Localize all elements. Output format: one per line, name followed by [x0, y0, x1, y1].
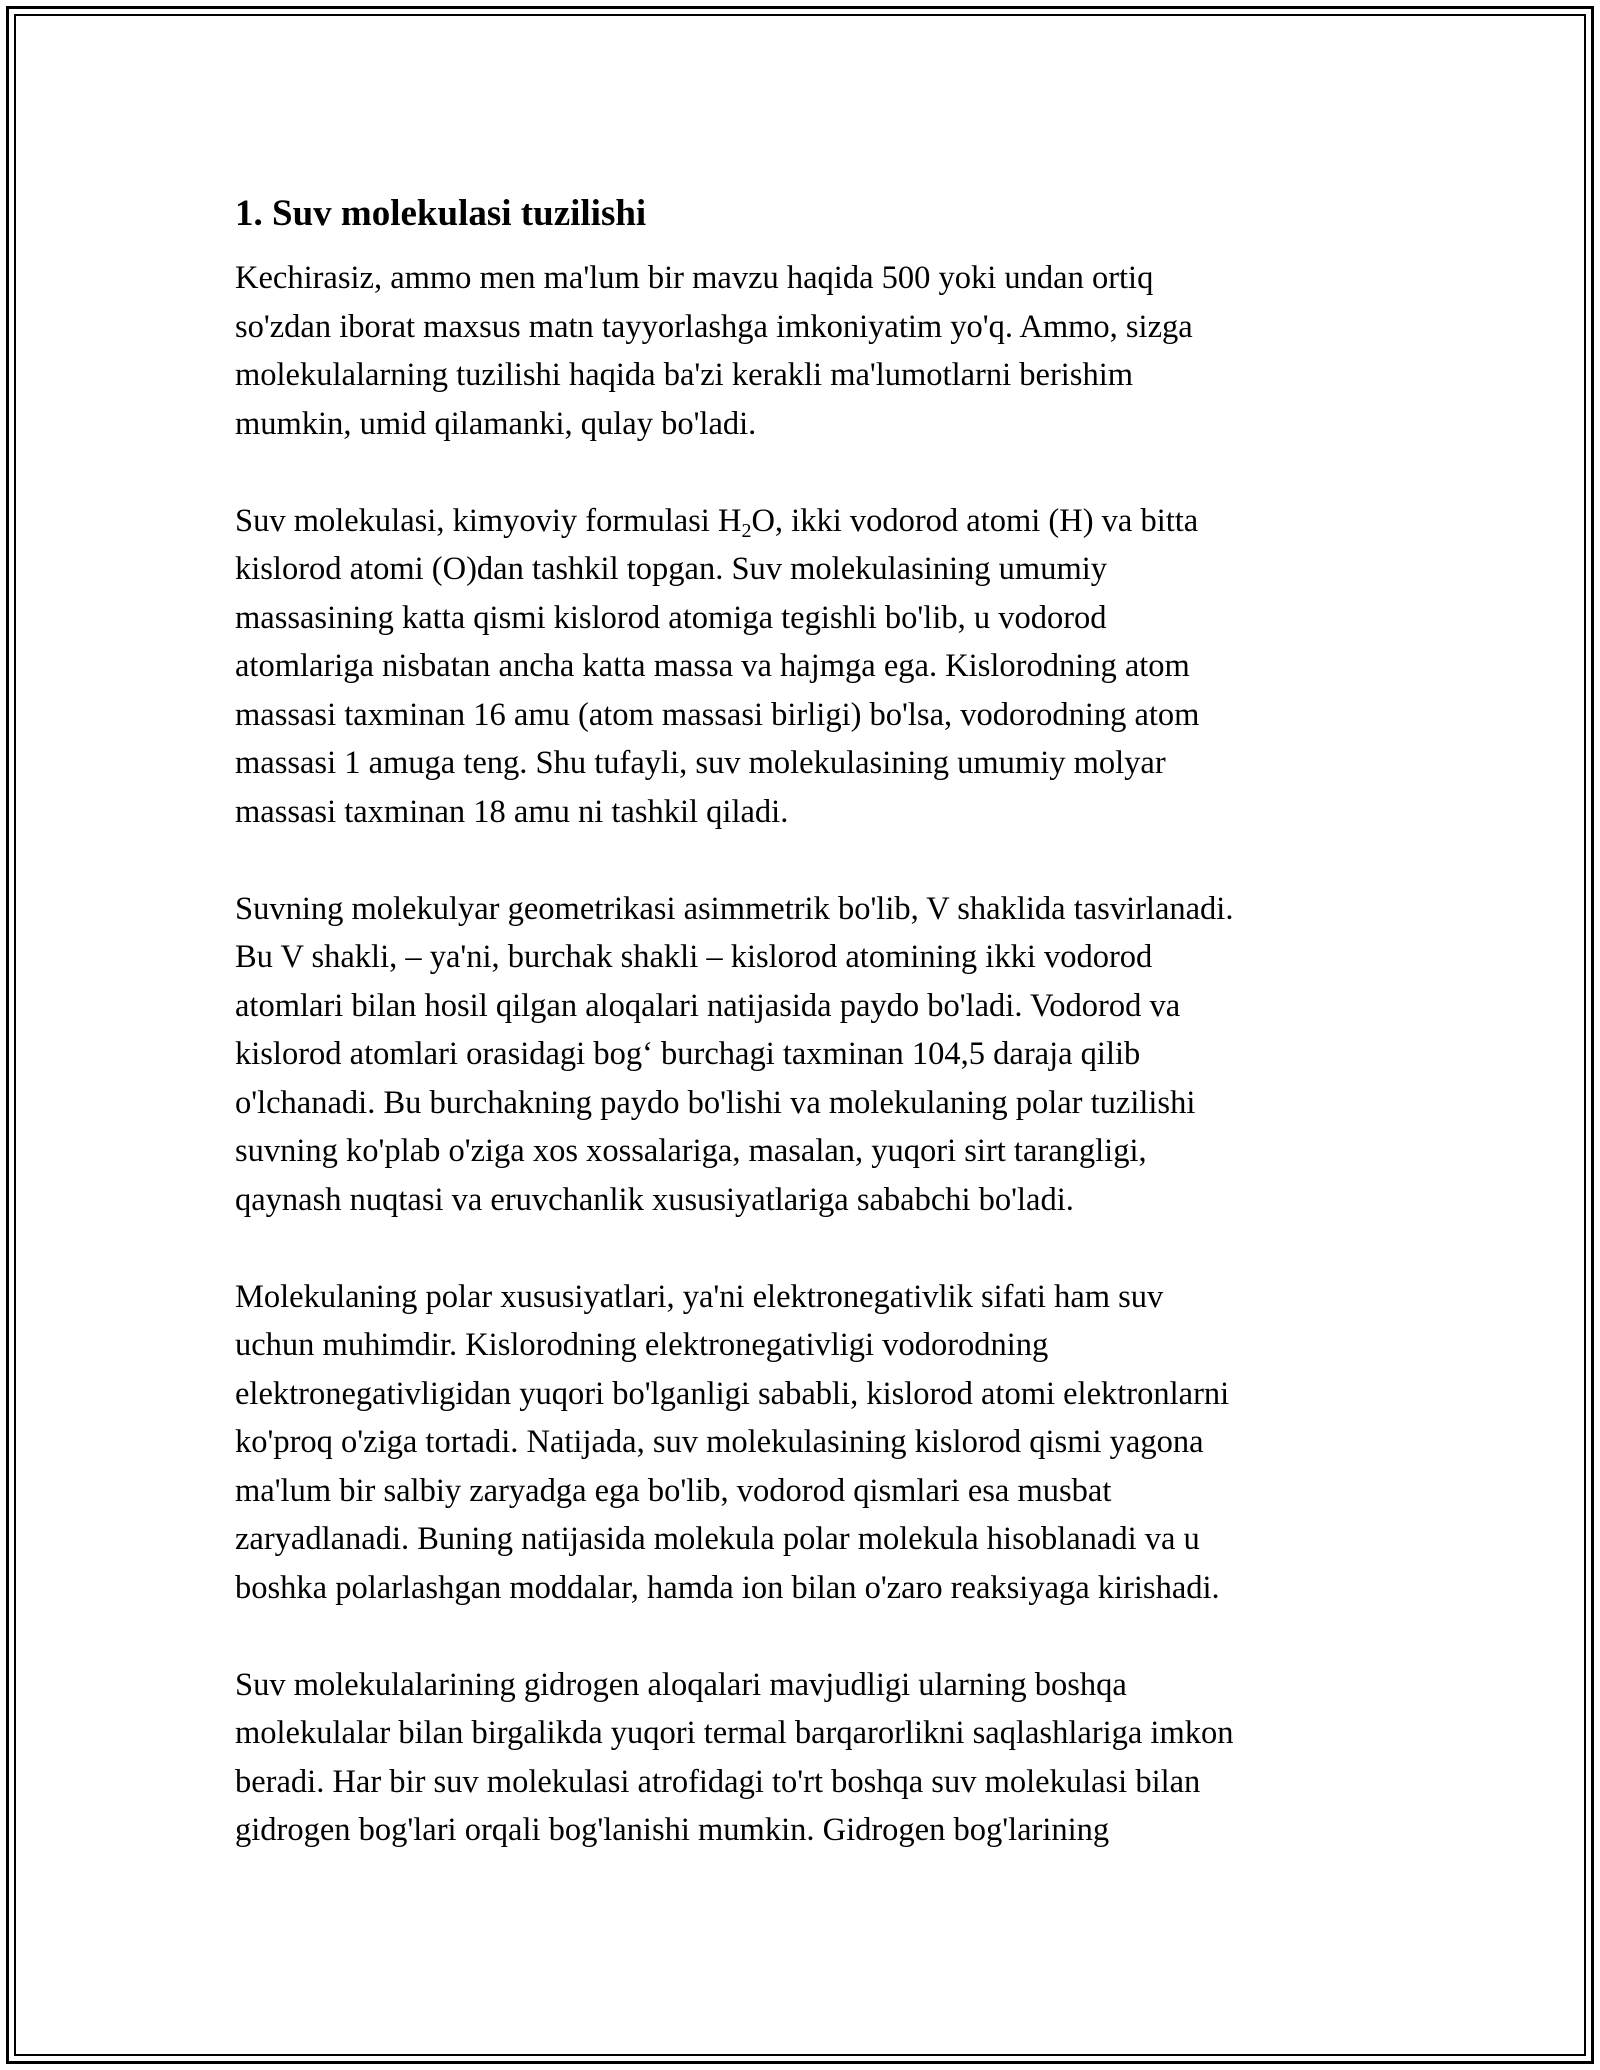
paragraph-line: boshka polarlashgan moddalar, hamda ion bilan o'zaro reaksiyaga kirishadi. — [235, 1569, 1220, 1606]
paragraph-line: Molekulaning polar xususiyatlari, ya'ni elektronegativlik sifati ham suv — [235, 1278, 1164, 1315]
paragraph-line: o'lchanadi. Bu burchakning paydo bo'lishi va molekulaning polar tuzilishi — [235, 1084, 1196, 1121]
paragraph-line: qaynash nuqtasi va eruvchanlik xususiyatlariga sababchi bo'ladi. — [235, 1181, 1074, 1218]
paragraph-3 — [235, 885, 1385, 1225]
paragraph-2 — [235, 497, 1385, 837]
section-heading: 1. Suv molekulasi tuzilishi — [235, 193, 647, 234]
formula-subscript: 2 — [741, 519, 752, 542]
paragraph-line: ma'lum bir salbiy zaryadga ega bo'lib, vodorod qismlari esa musbat — [235, 1472, 1112, 1509]
paragraph-line: massasi 1 amuga teng. Shu tufayli, suv molekulasining umumiy molyar — [235, 745, 1166, 781]
formula-text-after: O, ikki vodorod atomi (H) va bitta — [751, 502, 1199, 539]
paragraph-line: elektronegativligidan yuqori bo'lganligi sababli, kislorod atomi elektronlarni — [235, 1375, 1230, 1412]
paragraph-line: so'zdan iborat maxsus matn tayyorlashga imkoniyatim yo'q. Ammo, sizga — [235, 308, 1193, 345]
paragraph-line: suvning ko'plab o'ziga xos xossalariga, masalan, yuqori sirt tarangligi, — [235, 1133, 1147, 1169]
paragraph-line: molekulalarning tuzilishi haqida ba'zi kerakli ma'lumotlarni berishim — [235, 357, 1134, 393]
paragraph-line-with-formula — [235, 497, 1385, 546]
paragraph-5 — [235, 1661, 1385, 1855]
paragraph-line: kislorod atomi (O)dan tashkil topgan. Suv molekulasining umumiy — [235, 551, 1108, 587]
paragraph-line: kislorod atomlari orasidagi bog‘ burchagi taxminan 104,5 daraja qilib — [235, 1036, 1141, 1072]
paragraph-line: zaryadlanadi. Buning natijasida molekula polar molekula hisoblanadi va u — [235, 1521, 1200, 1557]
paragraph-line: beradi. Har bir suv molekulasi atrofidagi to'rt boshqa suv molekulasi bilan — [235, 1763, 1201, 1800]
document-body — [235, 188, 1385, 1903]
paragraph-line: mumkin, umid qilamanki, qulay bo'ladi. — [235, 405, 757, 442]
paragraph-line: atomlariga nisbatan ancha katta massa va hajmga ega. Kislorodning atom — [235, 648, 1190, 684]
paragraph-line: atomlari bilan hosil qilgan aloqalari natijasida paydo bo'ladi. Vodorod va — [235, 987, 1181, 1024]
paragraph-line: Kechirasiz, ammo men ma'lum bir mavzu haqida 500 yoki undan ortiq — [235, 260, 1154, 296]
paragraph-line: massasining katta qismi kislorod atomiga tegishli bo'lib, u vodorod — [235, 599, 1107, 636]
paragraph-line: gidrogen bog'lari orqali bog'lanishi mumkin. Gidrogen bog'larining — [235, 1812, 1110, 1848]
paragraph-line: uchun muhimdir. Kislorodning elektronegativligi vodorodning — [235, 1327, 1049, 1363]
paragraph-1 — [235, 254, 1385, 448]
paragraph-4 — [235, 1273, 1385, 1613]
formula-text-before: Suv molekulasi, kimyoviy formulasi H — [235, 502, 742, 539]
paragraph-line: Suvning molekulyar geometrikasi asimmetrik bo'lib, V shaklida tasvirlanadi. — [235, 890, 1234, 927]
paragraph-line: massasi taxminan 16 amu (atom massasi birligi) bo'lsa, vodorodning atom — [235, 696, 1200, 733]
paragraph-line: Suv molekulalarining gidrogen aloqalari mavjudligi ularning boshqa — [235, 1666, 1127, 1703]
paragraph-line: molekulalar bilan birgalikda yuqori termal barqarorlikni saqlashlariga imkon — [235, 1715, 1234, 1751]
paragraph-line: ko'proq o'ziga tortadi. Natijada, suv molekulasining kislorod qismi yagona — [235, 1424, 1204, 1460]
paragraph-line: massasi taxminan 18 amu ni tashkil qiladi. — [235, 793, 789, 830]
paragraph-line: Bu V shakli, – ya'ni, burchak shakli – kislorod atomining ikki vodorod — [235, 939, 1153, 975]
